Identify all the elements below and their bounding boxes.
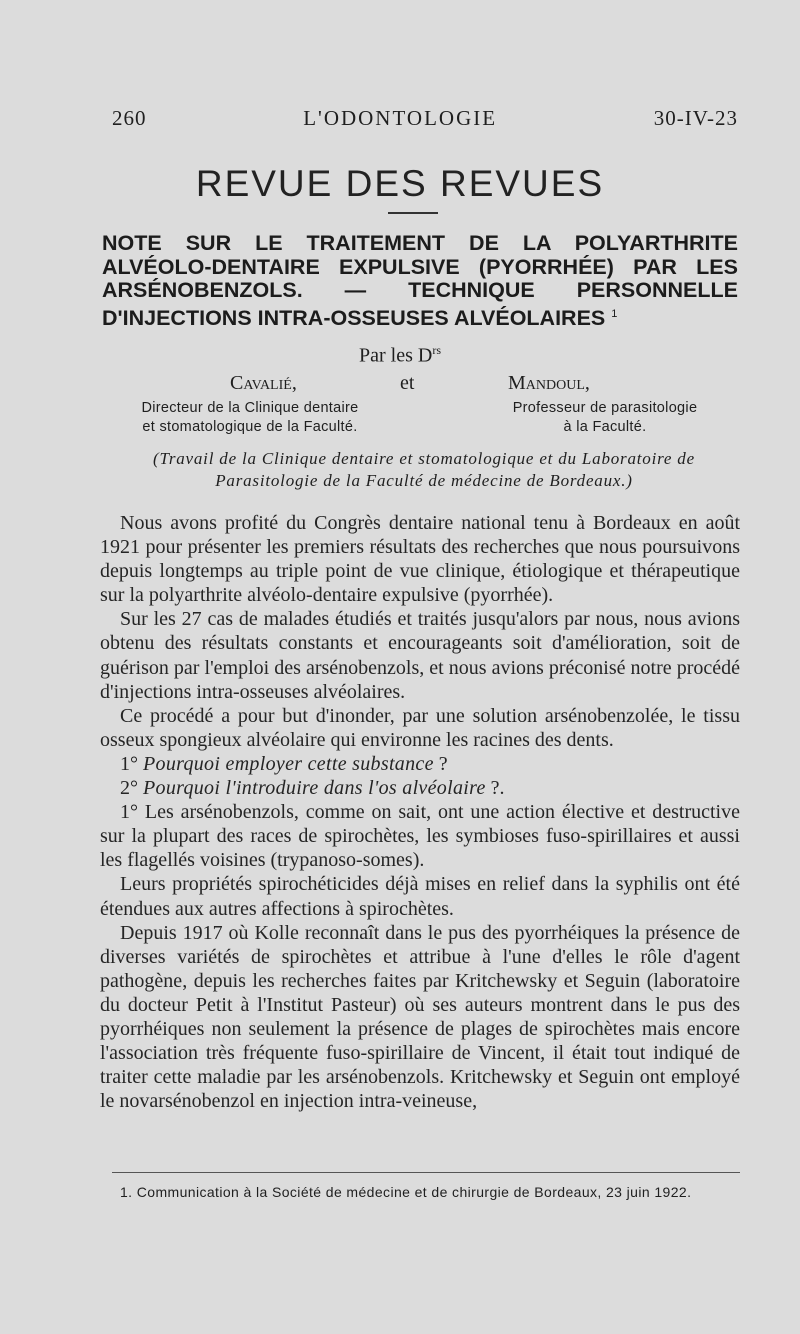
- paragraph: Leurs propriétés spirochéticides déjà mises en relief dans la syphilis ont été étendues aux autres affections à spirochètes.: [100, 873, 740, 920]
- affiliation-2-line-1: Professeur de parasitologie: [512, 400, 698, 416]
- question-2: [100, 776, 740, 800]
- paragraph: Ce procédé a pour but d'inonder, par une solution arsénobenzolée, le tissu osseux spongieux alvéolaire qui environne les racines des dents.: [100, 704, 740, 751]
- author-2: Mandoul,: [508, 372, 590, 394]
- provenance-note: (Travail de la Clinique dentaire et stomatologique et du Laboratoire de Parasitologie de la Faculté de médecine de Bordeaux.): [153, 449, 695, 490]
- issue-date: 30-IV-23: [653, 106, 738, 130]
- running-header: [112, 106, 738, 131]
- byline-prefix: Par les D: [359, 344, 433, 367]
- question-2-text: Pourquoi l'introduire dans l'os alvéolaire: [143, 777, 486, 800]
- question-1: [100, 752, 740, 776]
- paragraph: 1° Les arsénobenzols, comme on sait, ont une action élective et destructive sur la plupart des races de spirochètes, les symbioses fuso-spirillaires et aussi les flagellés voisines (trypanoso-somes).: [100, 801, 740, 872]
- title-rule: [388, 212, 438, 214]
- byline-sup: rs: [432, 343, 441, 357]
- question-1-mark: ?: [438, 752, 448, 775]
- affiliation-2: [470, 399, 740, 436]
- affiliation-1-line-1: Directeur de la Clinique dentaire: [141, 400, 359, 416]
- section-title: REVUE DES REVUES: [195, 163, 605, 204]
- journal-title: L'ODONTOLOGIE: [303, 106, 498, 130]
- affiliation-1-line-2: et stomatologique de la Faculté.: [142, 418, 358, 435]
- footnote-rule: [112, 1172, 740, 1173]
- footnote-ref: 1: [611, 307, 618, 320]
- question-1-number: 1°: [120, 752, 138, 775]
- question-2-mark: ?.: [490, 777, 505, 800]
- paragraph: Nous avons profité du Congrès dentaire national tenu à Bordeaux en août 1921 pour présenter les premiers résultats des recherches que nous poursuivons depuis longtemps au triple point de vue clinique, étiologique et thérapeutique sur la polyarthrite alvéolo-dentaire expulsive (pyorrhée).: [100, 512, 740, 607]
- footnote: [100, 1182, 740, 1202]
- affiliation-1: [100, 399, 400, 436]
- author-1: Cavalié,: [230, 372, 297, 394]
- byline: [0, 343, 800, 368]
- author-conjunction: et: [400, 372, 415, 394]
- article-title: [102, 232, 738, 330]
- footnote-text: 1. Communication à la Société de médecine et de chirurgie de Bordeaux, 23 juin 1922.: [120, 1184, 692, 1200]
- article-body: [100, 511, 740, 1113]
- page-number: 260: [112, 106, 147, 130]
- article-title-text: NOTE SUR LE TRAITEMENT DE LA POLYARTHRITE ALVÉOLO-DENTAIRE EXPULSIVE (PYORRHÉE) PAR LES ARSÉNOBENZOLS. — TECHNIQUE PERSONNELLE D'INJECTIONS INTRA-OSSEUSES ALVÉOLAIRES: [102, 231, 738, 330]
- question-1-text: Pourquoi employer cette substance: [143, 752, 434, 775]
- paragraph: Sur les 27 cas de malades étudiés et traités jusqu'alors par nous, nous avions obtenu des résultats constants et encourageants soit d'amélioration, soit de guérison par l'emploi des arsénobenzols, et nous avions préconisé notre procédé d'injections intra-osseuses alvéolaires.: [100, 608, 740, 703]
- affiliation-2-line-2: à la Faculté.: [563, 418, 647, 435]
- question-2-number: 2°: [120, 777, 138, 800]
- paragraph: Depuis 1917 où Kolle reconnaît dans le pus des pyorrhéiques la présence de diverses variétés de spirochètes et attribue à l'une d'elles le rôle d'agent pathogène, depuis les recherches faites par Kritchewsky et Seguin (laboratoire du docteur Petit à l'Institut Pasteur) où ses auteurs montrent dans le pus des pyorrhéiques non seulement la présence de plages de spirochètes mais encore l'association très fréquente fuso-spirillaire de Vincent, il était tout indiqué de traiter cette maladie par les arsénobenzols. Kritchewsky et Seguin ont employé le novarsénobenzol en injection intra-veineuse,: [100, 921, 740, 1113]
- authors-row: [100, 372, 740, 398]
